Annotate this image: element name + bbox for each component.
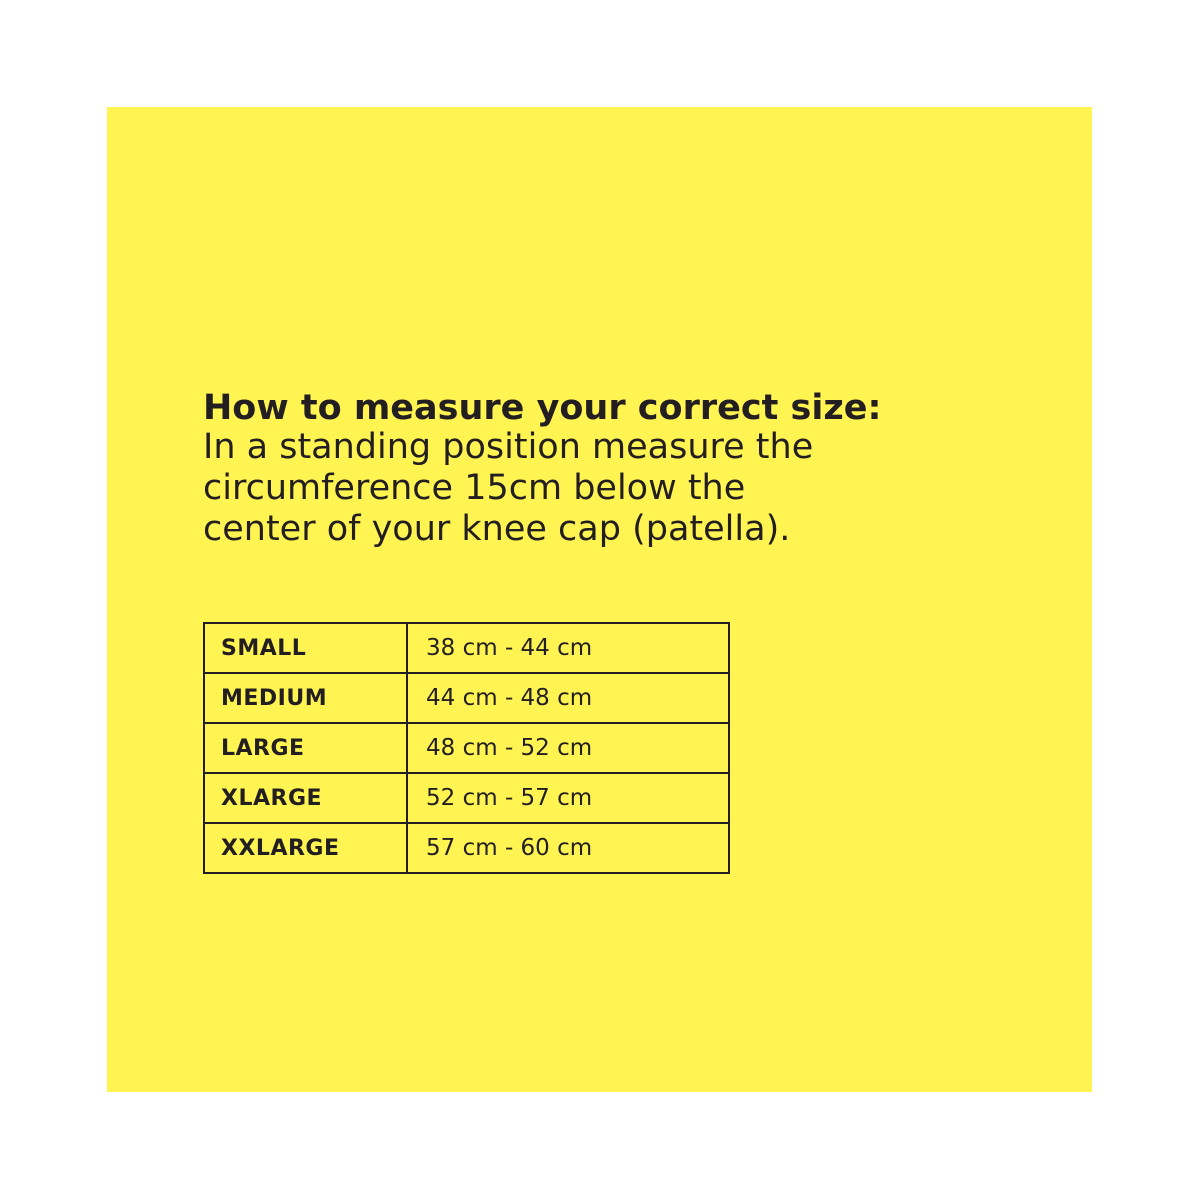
size-range: 44 cm - 48 cm <box>407 673 729 723</box>
size-label: SMALL <box>204 623 407 673</box>
size-guide-panel <box>107 107 1092 1092</box>
table-row <box>204 823 729 873</box>
table-row <box>204 723 729 773</box>
table-row <box>204 673 729 723</box>
size-chart-table <box>203 622 730 874</box>
table-row <box>204 623 729 673</box>
size-guide-heading: How to measure your correct size: <box>203 388 882 428</box>
measurement-instructions <box>203 427 1003 550</box>
size-label: XLARGE <box>204 773 407 823</box>
table-row <box>204 773 729 823</box>
size-label: MEDIUM <box>204 673 407 723</box>
size-range: 38 cm - 44 cm <box>407 623 729 673</box>
instruction-line: center of your knee cap (patella). <box>203 509 791 549</box>
instruction-line: In a standing position measure the <box>203 427 814 467</box>
size-range: 48 cm - 52 cm <box>407 723 729 773</box>
size-label: LARGE <box>204 723 407 773</box>
size-range: 52 cm - 57 cm <box>407 773 729 823</box>
size-range: 57 cm - 60 cm <box>407 823 729 873</box>
instruction-line: circumference 15cm below the <box>203 468 746 508</box>
size-label: XXLARGE <box>204 823 407 873</box>
